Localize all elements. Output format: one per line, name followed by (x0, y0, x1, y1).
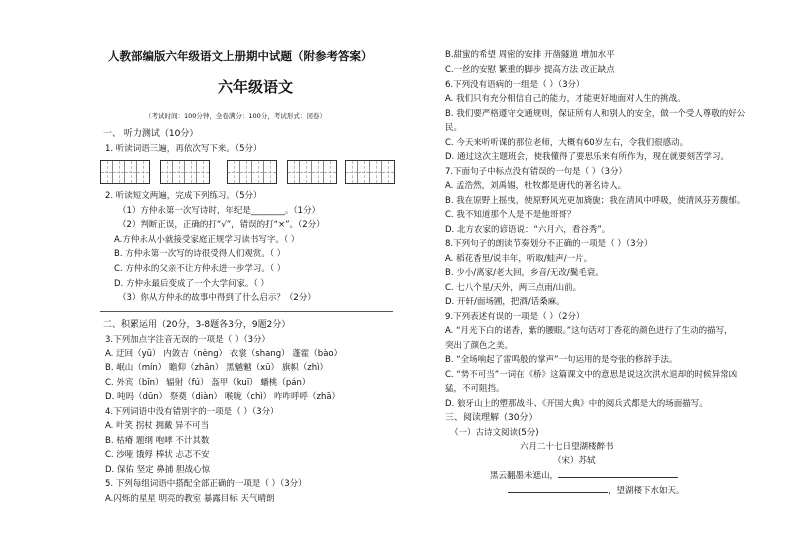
option-line: A. 迂回（yū） 内敛吉（nèng） 衣裳（shang） 蓬霍（bào） (105, 349, 343, 359)
question-line: 2. 听读短文两遍，完成下列练习。（5分） (105, 191, 262, 201)
question-line: （1）方仲永第一次写诗时，年纪是________。（1分） (118, 206, 321, 216)
option-line: C. 外宾（bīn） 辐射（fú） 盔甲（kuī） 蟠桃（pán） (105, 378, 311, 388)
option-line: C. 沙哑 饿殍 棒状 忐忑不安 (105, 450, 210, 460)
exam-info: （考试时间：100分钟，全卷满分：100分，考试形式：闭卷） (145, 112, 326, 120)
option-line: C. 今天来听听课的那位老师，大概有60岁左右，令我们很感动。 (445, 138, 689, 148)
writing-grid[interactable] (287, 160, 337, 184)
doc-title: 人教部编版六年级语文上册期中试题（附参考答案） (108, 49, 373, 63)
option-line: D. 北方农家的谚语说：“六月六，看谷秀”。 (445, 225, 611, 235)
question-line: 4.下列词语中没有错别字的一项是（ ）（3分） (105, 407, 279, 417)
option-line: A. “月光下白的诺香，紫的腰眼。”这句话对丁香花的颜色进行了生动的描写， (445, 326, 733, 336)
question-line: 7.下面句子中标点没有错误的一句是（ ）（3分） (445, 167, 627, 177)
writing-grid[interactable] (227, 160, 277, 184)
poem-line-text: ，望湖楼下水如天。 (608, 486, 685, 496)
subject-title: 六年级语文 (218, 78, 294, 96)
option-line: C. “势不可当”一词在《桥》这篇课文中的意思是说这次洪水退却的时候异常凶 (445, 370, 738, 380)
option-line: D. 通过这次主题班会，使我懂得了要思乐来有所作为，现在就要刻苦学习。 (445, 152, 729, 162)
option-line: C. 七八个星/天外，两三点雨/山前。 (445, 283, 582, 293)
option-line: 突出了颜色之美。 (445, 341, 514, 351)
option-line: D. 狼牙山上的塑那战斗、《开国大典》中的阅兵式都是大的场面描写。 (445, 399, 708, 409)
option-line: B. 少小/离家/老大回，乡音/无改/鬓毛衰。 (445, 268, 604, 278)
question-line: 1. 听读词语三遍，再依次写下来。（5分） (105, 144, 262, 154)
option-line: B. 岷山（mín） 瞻仰（zhān） 黑魆魆（xū） 旗帜（zhì） (105, 363, 328, 373)
question-line: （2）判断正误，正确的打“√”，错误的打“×”。（2分） (118, 220, 325, 230)
option-line: C.一丝的安慰 繁重的脚步 提高方法 改正缺点 (445, 65, 615, 75)
section-heading: 三、阅读理解（30分） (445, 413, 538, 423)
option-line: D. 吨吗（dūn） 祭奠（diàn） 喉咙（chì） 咋咋呼呼（zhā） (105, 392, 341, 402)
poem-title: 六月二十七日望湖楼醉书 (520, 442, 614, 452)
option-line: B.甜蜜的希望 周密的安排 开凿隧道 增加水平 (445, 50, 615, 60)
answer-blank[interactable] (558, 477, 678, 478)
answer-blank[interactable] (508, 492, 608, 493)
option-line: D. 保佑 坚定 鼻捕 胆战心惊 (105, 465, 211, 475)
question-line: 6.下列没有语病的一组是（ ）（3分） (445, 80, 585, 90)
section-heading: 二、积累运用（20分，3-8题各3分，9题2分） (103, 320, 291, 330)
section-heading: 一、 听力测试（10分） (103, 129, 199, 139)
poem-line (490, 472, 678, 481)
subsection-heading: （一）古诗文阅读(5分) (450, 428, 539, 438)
question-line: （3）你从方仲永的故事中得到了什么启示？（2分） (118, 293, 316, 303)
writing-grid[interactable] (345, 160, 395, 184)
option-line: D. 方仲永最后变成了一个大学问家。（ ） (114, 279, 269, 289)
option-line: C. 方仲永的父亲不让方仲永进一步学习。（ ） (114, 264, 286, 274)
option-line: B. 方仲永第一次写的诗很受得人们观赏。（ ） (114, 249, 286, 259)
writing-grid[interactable] (100, 160, 150, 184)
option-line: A. 稻花香里/说丰年，听取/蛙声/一片。 (445, 254, 593, 264)
option-line: A.闪烁的星星 明亮的教室 暴露目标 天气晴朗 (105, 494, 275, 504)
option-line: 民。 (445, 123, 463, 133)
option-line: A. 我们只有充分相信自己的能力，才能更好地面对人生的挑战。 (445, 94, 686, 104)
option-line: C. 我不知道那个人是不是他哥哥？ (445, 210, 576, 220)
question-line: 9.下列表述有误的一项是（ ）（2分） (445, 312, 585, 322)
question-line: 8.下列句子的朗读节奏划分不正确的一项是（ ）（3分） (445, 239, 653, 249)
writing-grid[interactable] (160, 160, 210, 184)
answer-rule (100, 311, 393, 312)
option-line: 猛，不可阻挡。 (445, 384, 505, 394)
question-line: 5. 下列每组词语中搭配全部正确的一项是（ ）（3分） (105, 479, 307, 489)
poem-author: （宋）苏轼 (553, 456, 596, 466)
option-line: A. 孟浩然，刘禹锡，杜牧都是唐代的著名诗人。 (445, 181, 627, 191)
poem-line-text: 黑云翻墨未遮山， (490, 471, 559, 481)
question-line: 3.下列加点字注音无误的一项是（ ）（3分） (105, 335, 270, 345)
poem-line (508, 487, 685, 496)
option-line: B. 我在原野上摇曳，使原野风光更加旖旎；我在清风中呼吸，使清风芬芳馥郁。 (445, 196, 746, 206)
option-line: B. 枯瘠 题纲 咆哮 不计其数 (105, 436, 210, 446)
option-line: B. 我们要严格遵守交通规则，保证所有人和别人的安全，做一个受人尊敬的好公 (445, 109, 746, 119)
option-line: A. 叶笑 拐杖 拥戴 异不可当 (105, 421, 210, 431)
option-line: D. 开轩/面场圃，把酒/话桑麻。 (445, 297, 565, 307)
option-line: A.方仲永从小就接受家庭正规学习读书写字。（ ） (114, 235, 300, 245)
option-line: B. “全场响起了雷鸣般的掌声”一句运用的是夸张的修辞手法。 (445, 355, 678, 365)
